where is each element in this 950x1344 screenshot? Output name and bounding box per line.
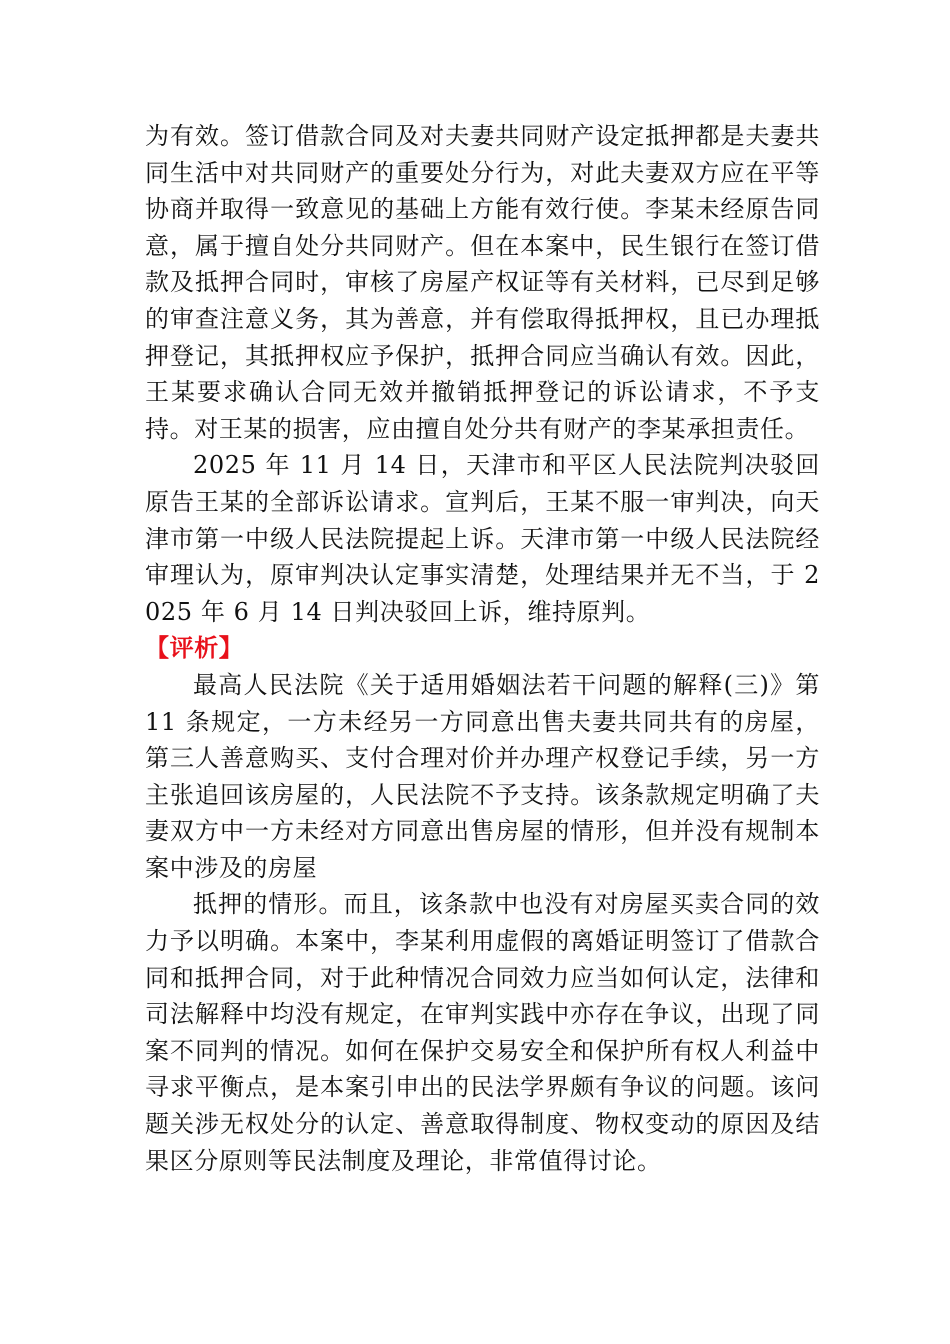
paragraph-analysis-1: 最高人民法院《关于适用婚姻法若干问题的解释(三)》第 11 条规定，一方未经另一方同意出售夫妻共同共有的房屋，第三人善意购买、支付合理对价并办理产权登记手续，另一方主张追回该房屋的，人民法院不予支持。该条款规定明确了夫妻双方中一方未经对方同意出售房屋的情形，但并没有规制本案中涉及的房屋 [145,670,820,882]
paragraph-judgment: 2025 年 11 月 14 日，天津市和平区人民法院判决驳回原告王某的全部诉讼请求。宣判后，王某不服一审判决，向天津市第一中级人民法院提起上诉。天津市第一中级人民法院经审理认为，原审判决认定事实清楚，处理结果并无不当，于 2025 年 6 月 14 日判决驳回上诉，维持原判。 [145,451,820,626]
document-body [145,118,820,1179]
section-heading-analysis: 【评析】 [145,633,244,663]
paragraph-court-reasoning: 为有效。签订借款合同及对夫妻共同财产设定抵押都是夫妻共同生活中对共同财产的重要处分行为，对此夫妻双方应在平等协商并取得一致意见的基础上方能有效行使。李某未经原告同意，属于擅自处分共同财产。但在本案中，民生银行在签订借款及抵押合同时，审核了房屋产权证等有关材料，已尽到足够的审查注意义务，其为善意，并有偿取得抵押权，且已办理抵押登记，其抵押权应予保护，抵押合同应当确认有效。因此，王某要求确认合同无效并撤销抵押登记的诉讼请求，不予支持。对王某的损害，应由擅自处分共有财产的李某承担责任。 [145,122,820,443]
paragraph-analysis-2: 抵押的情形。而且，该条款中也没有对房屋买卖合同的效力予以明确。本案中，李某利用虚假的离婚证明签订了借款合同和抵押合同，对于此种情况合同效力应当如何认定，法律和司法解释中均没有规定，在审判实践中亦存在争议，出现了同案不同判的情况。如何在保护交易安全和保护所有权人利益中寻求平衡点，是本案引申出的民法学界颇有争议的问题。该问题关涉无权处分的认定、善意取得制度、物权变动的原因及结果区分原则等民法制度及理论，非常值得讨论。 [145,890,820,1175]
